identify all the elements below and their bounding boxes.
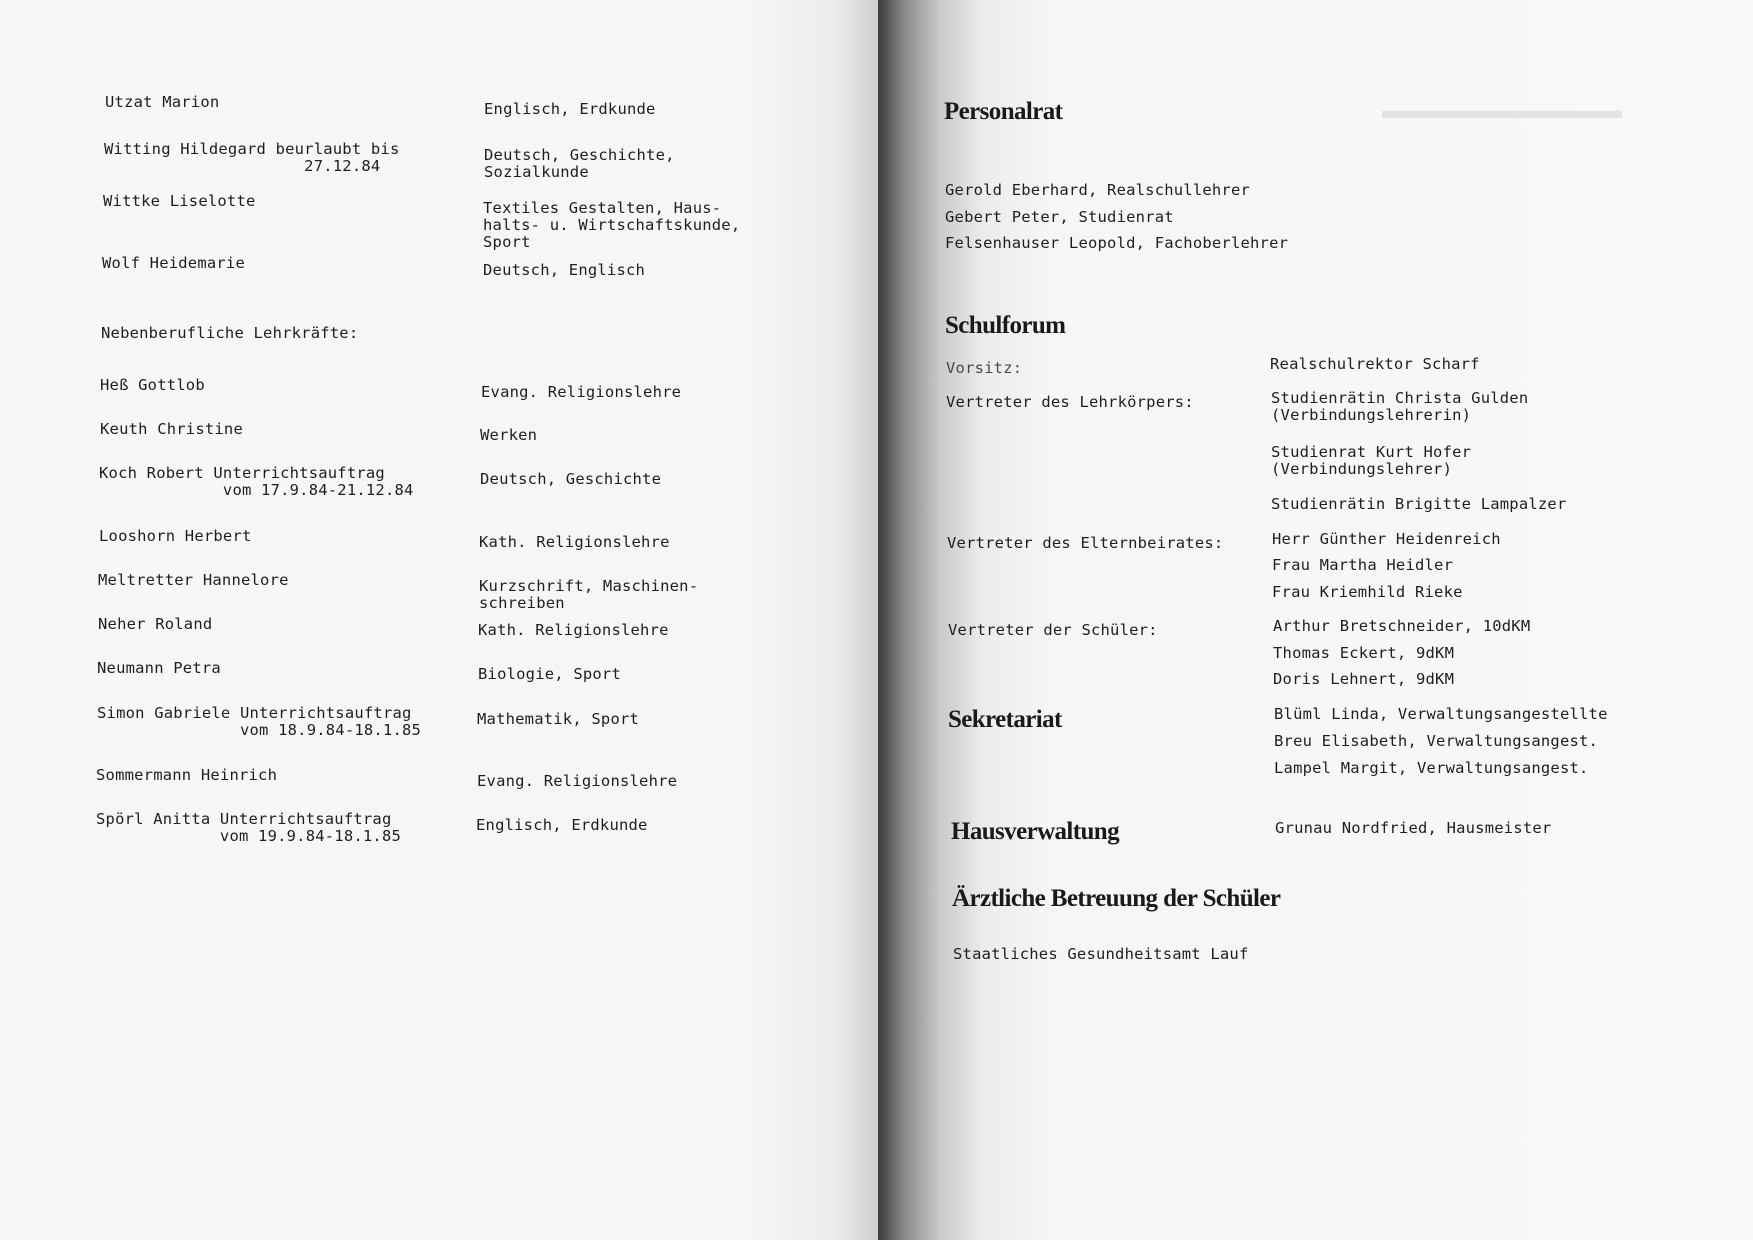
staff-subjects-sommermann: Evang. Religionslehre: [477, 772, 678, 790]
staff-subjects-koch: Deutsch, Geschichte: [480, 470, 662, 488]
sekretariat-member-1: Blüml Linda, Verwaltungsangestellte: [1274, 705, 1608, 723]
staff-name-witting: Witting Hildegard beurlaubt bis 27.12.84: [104, 140, 400, 175]
hausverwaltung-member-1: Grunau Nordfried, Hausmeister: [1275, 819, 1552, 837]
schulforum-lehrkoerper-value-1: Studienrätin Christa Gulden (Verbindungslehrerin): [1271, 389, 1529, 424]
staff-name-koch: Koch Robert Unterrichtsauftrag vom 17.9.84-21.12.84: [99, 464, 414, 499]
schulforum-label-lehrkoerper: Vertreter des Lehrkörpers:: [946, 393, 1194, 411]
personalrat-member-1: Gerold Eberhard, Realschullehrer: [945, 181, 1251, 199]
schulforum-lehrkoerper-value-2: Studienrat Kurt Hofer (Verbindungslehrer): [1271, 443, 1472, 478]
staff-name-looshorn: Looshorn Herbert: [99, 527, 252, 545]
staff-subjects-witting: Deutsch, Geschichte, Sozialkunde: [484, 146, 675, 181]
staff-subjects-wolf: Deutsch, Englisch: [483, 261, 646, 279]
staff-name-keuth: Keuth Christine: [100, 420, 243, 438]
staff-subjects-looshorn: Kath. Religionslehre: [479, 533, 670, 551]
bleed-through-mark: ▬▬▬▬▬▬▬▬▬▬: [1382, 98, 1622, 124]
schulforum-elternbeirat-value-2: Frau Martha Heidler: [1272, 556, 1454, 574]
schulforum-vorsitz-value: Realschulrektor Scharf: [1270, 355, 1480, 373]
schulforum-schueler-value-1: Arthur Bretschneider, 10dKM: [1273, 617, 1531, 635]
staff-name-wittke: Wittke Liselotte: [103, 192, 256, 210]
heading-hausverwaltung: Hausverwaltung: [951, 818, 1120, 845]
staff-name-simon: Simon Gabriele Unterrichtsauftrag vom 18.9.84-18.1.85: [97, 704, 422, 739]
staff-subjects-neher: Kath. Religionslehre: [478, 621, 669, 639]
staff-subjects-neumann: Biologie, Sport: [478, 665, 621, 683]
staff-subjects-simon: Mathematik, Sport: [477, 710, 640, 728]
staff-name-meltretter: Meltretter Hannelore: [98, 571, 289, 589]
section-heading-part-time: Nebenberufliche Lehrkräfte:: [101, 324, 359, 342]
staff-subjects-utzat: Englisch, Erdkunde: [484, 100, 656, 118]
heading-sekretariat: Sekretariat: [948, 706, 1062, 733]
sekretariat-member-3: Lampel Margit, Verwaltungsangest.: [1274, 759, 1589, 777]
staff-subjects-wittke: Textiles Gestalten, Haus- halts- u. Wirtschaftskunde, Sport: [483, 199, 741, 251]
right-page: [878, 0, 1753, 1240]
sekretariat-member-2: Breu Elisabeth, Verwaltungsangest.: [1274, 732, 1599, 750]
aerztliche-betreuung-text: Staatliches Gesundheitsamt Lauf: [953, 945, 1249, 963]
schulforum-schueler-value-2: Thomas Eckert, 9dKM: [1273, 644, 1455, 662]
schulforum-elternbeirat-value-1: Herr Günther Heidenreich: [1272, 530, 1501, 548]
schulforum-label-schueler: Vertreter der Schüler:: [948, 621, 1158, 639]
staff-name-neher: Neher Roland: [98, 615, 213, 633]
staff-name-hess: Heß Gottlob: [100, 376, 205, 394]
schulforum-schueler-value-3: Doris Lehnert, 9dKM: [1273, 670, 1455, 688]
staff-name-neumann: Neumann Petra: [97, 659, 221, 677]
staff-subjects-hess: Evang. Religionslehre: [481, 383, 682, 401]
heading-aerztliche-betreuung: Ärztliche Betreuung der Schüler: [952, 885, 1281, 912]
staff-name-sommermann: Sommermann Heinrich: [96, 766, 278, 784]
staff-name-wolf: Wolf Heidemarie: [102, 254, 245, 272]
schulforum-label-vorsitz: Vorsitz:: [946, 359, 1023, 377]
staff-name-utzat: Utzat Marion: [105, 93, 220, 111]
staff-subjects-meltretter: Kurzschrift, Maschinen- schreiben: [479, 577, 699, 612]
personalrat-member-3: Felsenhauser Leopold, Fachoberlehrer: [945, 234, 1289, 252]
staff-subjects-spoerl: Englisch, Erdkunde: [476, 816, 648, 834]
schulforum-elternbeirat-value-3: Frau Kriemhild Rieke: [1272, 583, 1463, 601]
schulforum-lehrkoerper-value-3: Studienrätin Brigitte Lampalzer: [1271, 495, 1567, 513]
heading-personalrat: Personalrat: [944, 98, 1063, 125]
personalrat-member-2: Gebert Peter, Studienrat: [945, 208, 1174, 226]
heading-schulforum: Schulforum: [945, 312, 1066, 339]
staff-subjects-keuth: Werken: [480, 426, 538, 444]
schulforum-label-elternbeirat: Vertreter des Elternbeirates:: [947, 534, 1224, 552]
staff-name-spoerl: Spörl Anitta Unterrichtsauftrag vom 19.9.84-18.1.85: [96, 810, 402, 845]
